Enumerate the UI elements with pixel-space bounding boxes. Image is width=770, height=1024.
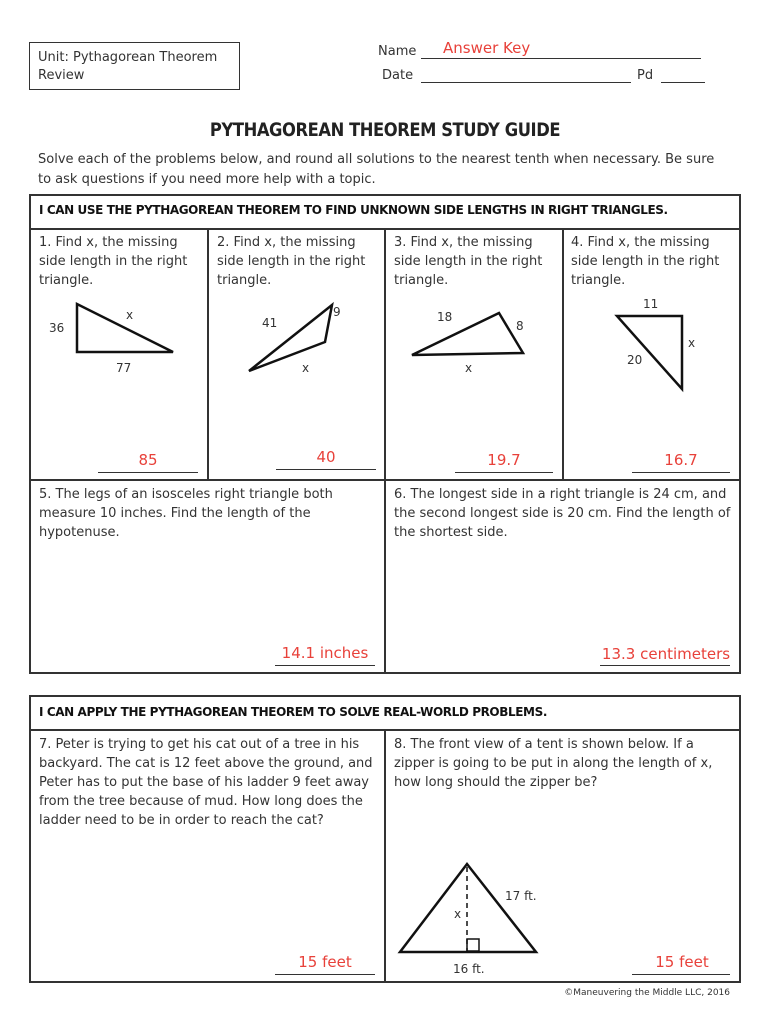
problem-8-answer: 15 feet — [655, 953, 709, 971]
problem-7-text: 7. Peter is trying to get his cat out of a tree in his backyard. The cat is 12 feet above the ground, and Peter has to put the base of his ladder 9 feet away from the tree because of mud. How long does the ladder need to be in order to reach the cat? — [39, 737, 373, 828]
problem-6-text: 6. The longest side in a right triangle is 24 cm, and the second longest side is 20 cm. Find the length of the shortest side. — [394, 487, 731, 540]
copyright-footer: ©Maneuvering the Middle LLC, 2016 — [564, 988, 730, 998]
problem-1-label-b: x — [126, 308, 134, 322]
page-title: PYTHAGOREAN THEOREM STUDY GUIDE — [209, 119, 561, 141]
problem-2-text: 2. Find x, the missing side length in the right triangle. — [217, 235, 366, 288]
problem-4-label-c: 20 — [627, 353, 643, 367]
problem-8-tent-diagram — [390, 855, 550, 980]
section-1-col-divider-3 — [562, 228, 564, 480]
unit-box — [29, 42, 240, 90]
problem-6-answer: 13.3 centimeters — [601, 645, 731, 663]
problem-1-text: 1. Find x, the missing side length in the right triangle. — [39, 235, 188, 288]
problem-1-label-a: 36 — [49, 321, 65, 335]
problem-1-label-c: 77 — [116, 361, 132, 375]
problem-3-label-b: 8 — [516, 319, 524, 333]
problem-2-answer: 40 — [316, 448, 336, 466]
problem-1-answer: 85 — [138, 451, 158, 469]
name-value[interactable]: Answer Key — [443, 39, 531, 57]
problem-2-triangle — [225, 295, 375, 380]
date-label: Date — [382, 68, 414, 83]
problem-8-label-x: x — [454, 907, 462, 921]
problem-2-label-c: x — [302, 361, 310, 375]
intro-text: Solve each of the problems below, and round all solutions to the nearest tenth when necessary. Be sure to ask questions if you need more help with a topic. — [38, 152, 715, 187]
problem-2-label-b: 9 — [333, 305, 341, 319]
problem-7-answer: 15 feet — [298, 953, 352, 971]
problem-3-label-c: x — [465, 361, 473, 375]
section-2-col-divider — [384, 729, 386, 983]
section-2-heading: I CAN APPLY THE PYTHAGOREAN THEOREM TO SOLVE REAL-WORLD PROBLEMS. — [39, 705, 547, 719]
problem-1-triangle — [40, 295, 200, 380]
pd-label: Pd — [637, 68, 654, 83]
problem-8-label-slant: 17 ft. — [505, 889, 537, 903]
problem-3-triangle — [400, 295, 560, 380]
section-1-col-divider-1 — [207, 228, 209, 480]
name-label: Name — [378, 44, 417, 59]
problem-3-answer: 19.7 — [487, 451, 521, 469]
problem-4-text: 4. Find x, the missing side length in the right triangle. — [571, 235, 720, 288]
problem-5-text: 5. The legs of an isosceles right triangle both measure 10 inches. Find the length of the hypotenuse. — [39, 487, 333, 540]
pd-field-line[interactable] — [661, 66, 705, 83]
problem-5-answer: 14.1 inches — [281, 644, 369, 662]
problem-4-label-b: x — [688, 336, 696, 350]
problem-4-label-a: 11 — [643, 297, 659, 311]
problem-4-triangle — [600, 292, 740, 397]
problem-4-answer: 16.7 — [664, 451, 698, 469]
section-1-heading: I CAN USE THE PYTHAGOREAN THEOREM TO FIND UNKNOWN SIDE LENGTHS IN RIGHT TRIANGLES. — [39, 203, 668, 217]
right-angle-marker — [467, 939, 479, 951]
unit-line-2: Review — [38, 68, 85, 83]
problem-2-label-a: 41 — [262, 316, 278, 330]
date-field-line[interactable] — [421, 66, 631, 83]
problem-3-label-a: 18 — [437, 310, 453, 324]
problem-3-text: 3. Find x, the missing side length in the right triangle. — [394, 235, 543, 288]
problem-8-label-base: 16 ft. — [453, 962, 485, 976]
unit-line-1: Unit: Pythagorean Theorem — [38, 50, 218, 65]
section-1-col-divider-2 — [384, 228, 386, 674]
problem-8-text: 8. The front view of a tent is shown below. If a zipper is going to be put in along the length of x, how long should the zipper be? — [394, 737, 713, 790]
